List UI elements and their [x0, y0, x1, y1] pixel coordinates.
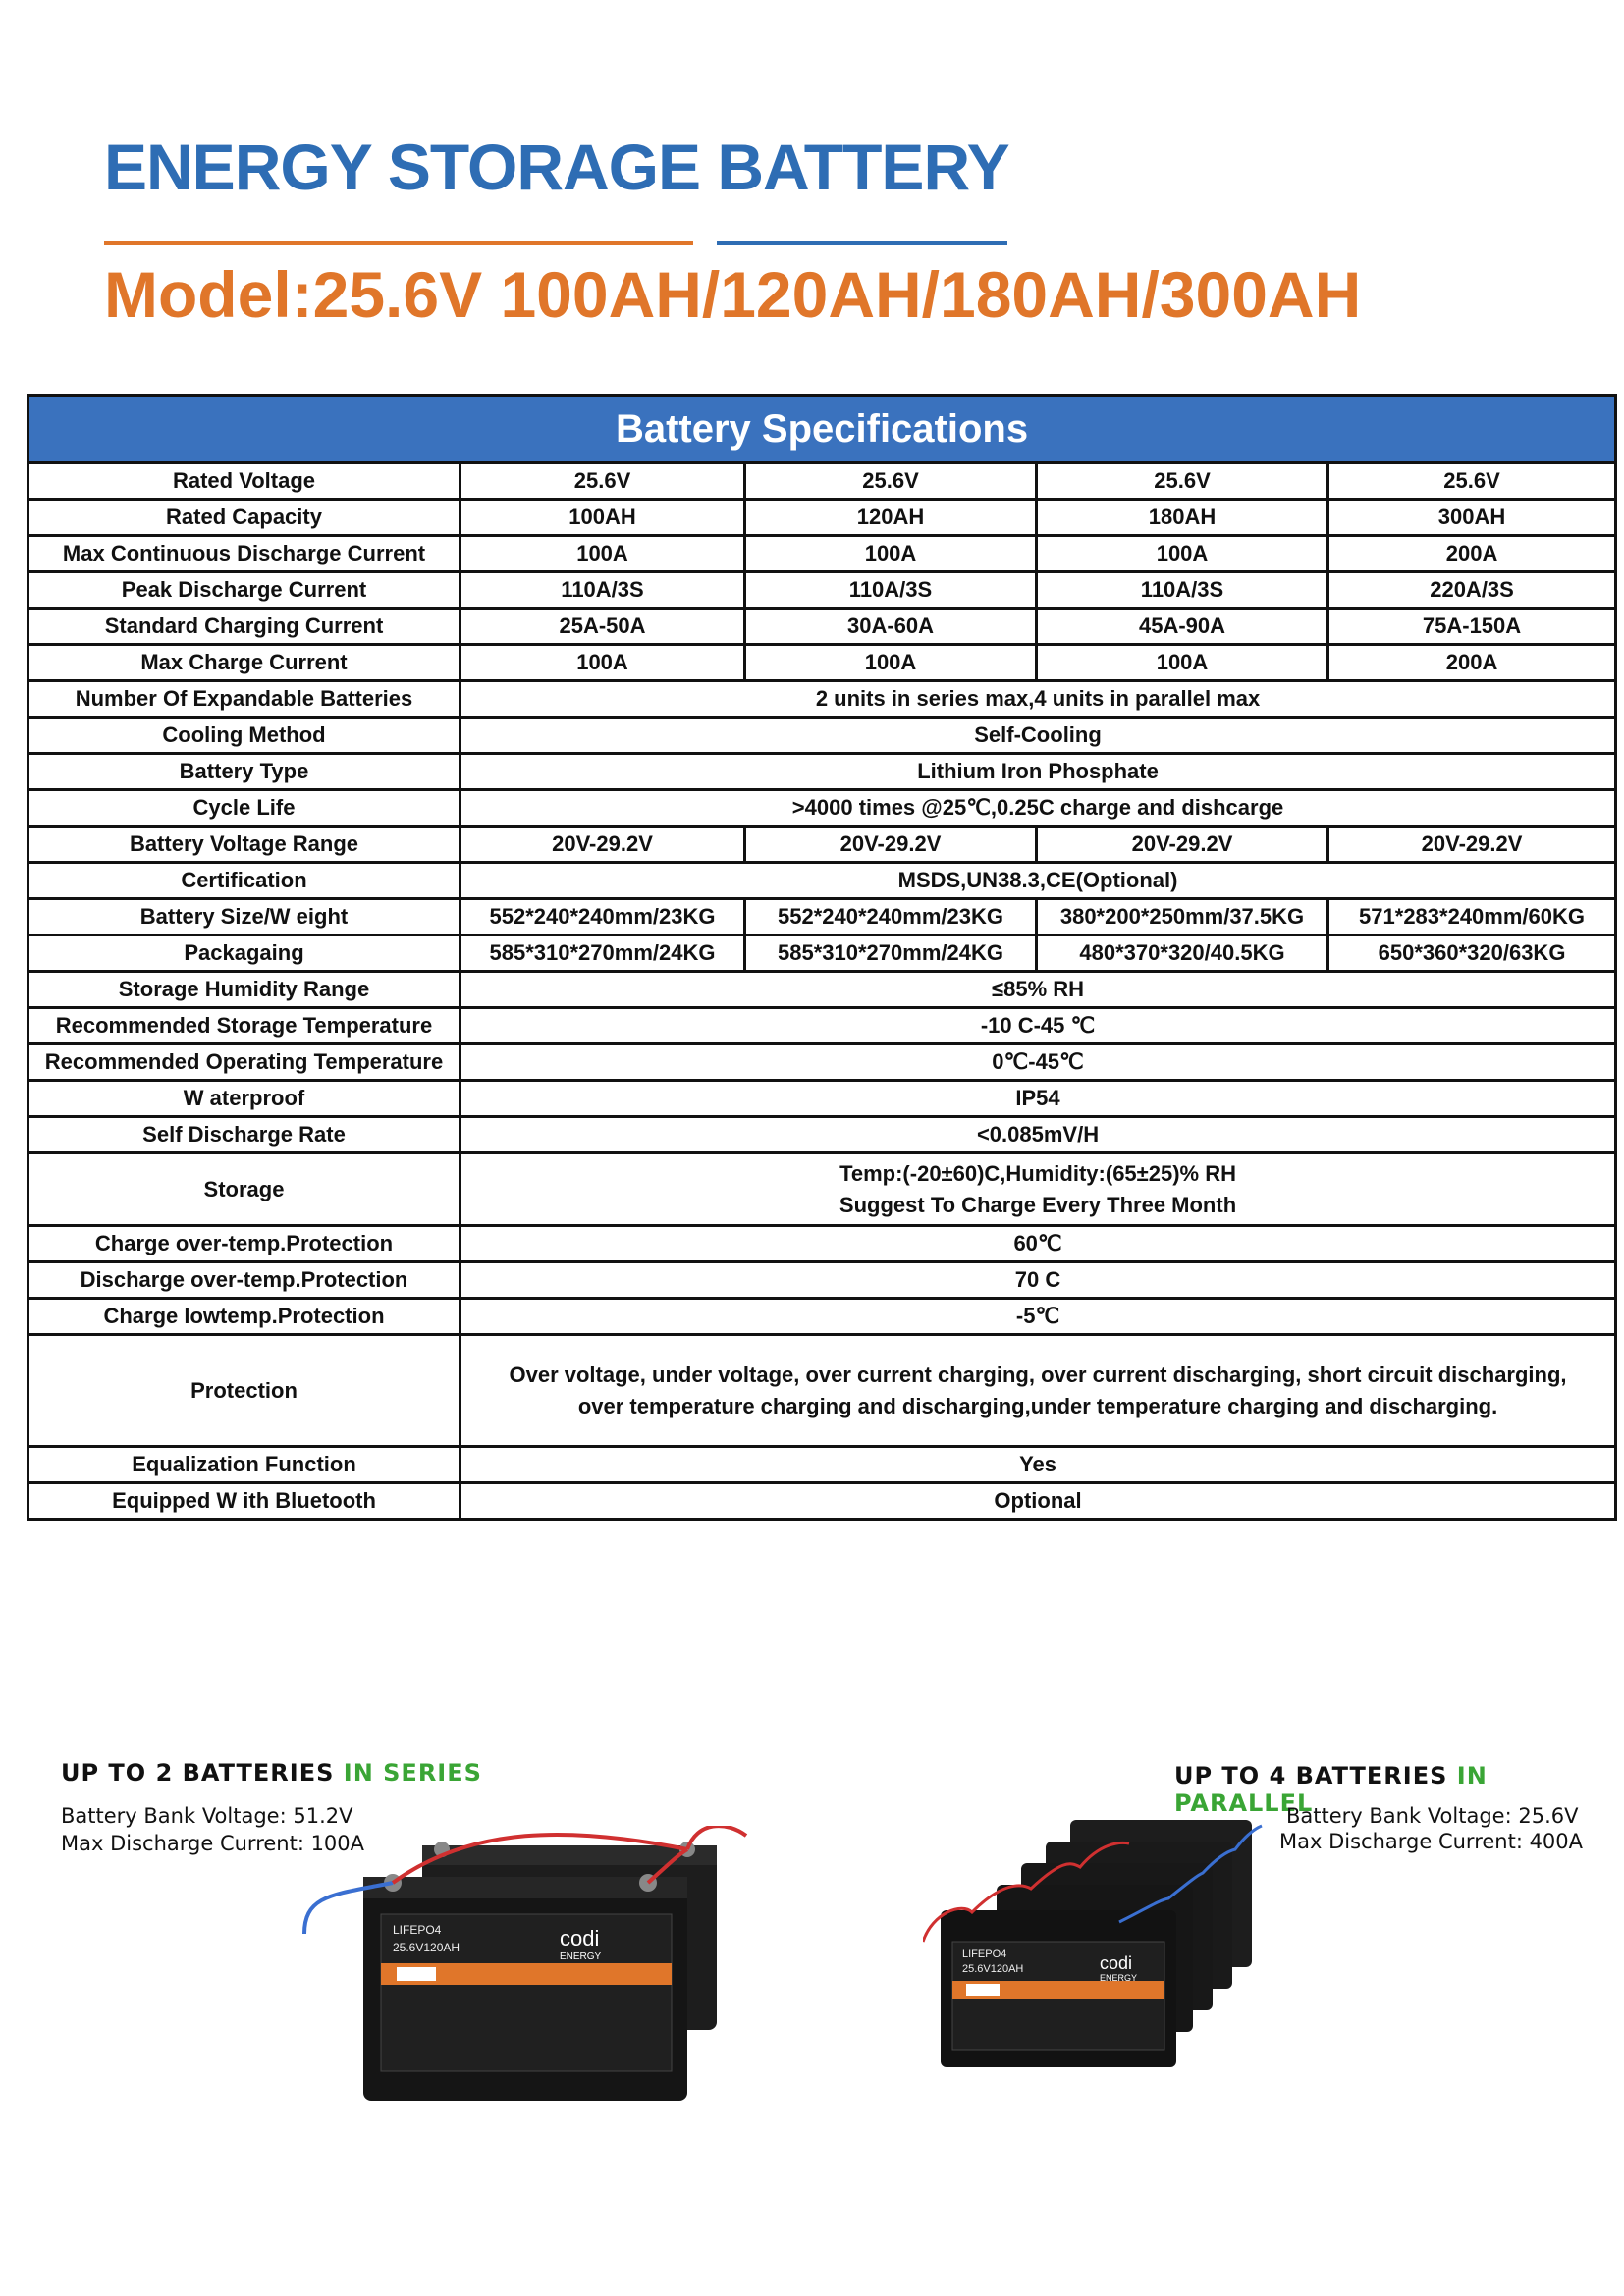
spec-value-merged: [460, 1262, 1616, 1299]
series-title-prefix: UP TO 2 BATTERIES: [61, 1759, 335, 1787]
spec-value: 220A/3S: [1328, 572, 1616, 609]
spec-row: [28, 609, 1616, 645]
spec-value: 75A-150A: [1328, 609, 1616, 645]
spec-value: 110A/3S: [1037, 572, 1328, 609]
spec-value-merged: [460, 1044, 1616, 1081]
spec-row: [28, 718, 1616, 754]
parallel-title-accent: IN PARALLEL: [1174, 1762, 1488, 1817]
spec-value-merged: [460, 1299, 1616, 1335]
spec-value-merged: [460, 863, 1616, 899]
spec-value-merged: [460, 718, 1616, 754]
spec-value: 20V-29.2V: [745, 827, 1037, 863]
spec-value-line: 60℃: [1013, 1231, 1062, 1255]
spec-table-body: [28, 463, 1616, 1520]
spec-label: Storage: [28, 1153, 460, 1226]
series-title: [61, 1759, 482, 1787]
spec-label: Rated Capacity: [28, 500, 460, 536]
spec-label: Self Discharge Rate: [28, 1117, 460, 1153]
parallel-battery-brand-sub: ENERGY: [1100, 1973, 1138, 1983]
spec-value: 200A: [1328, 645, 1616, 681]
spec-value: 25A-50A: [460, 609, 745, 645]
spec-value-merged: [460, 972, 1616, 1008]
spec-label: Recommended Storage Temperature: [28, 1008, 460, 1044]
spec-value-merged: [460, 1153, 1616, 1226]
spec-value: 100A: [1037, 645, 1328, 681]
spec-value-merged: [460, 1081, 1616, 1117]
series-battery-model: 25.6V120AH: [393, 1941, 460, 1954]
blue-divider: [717, 241, 1007, 245]
spec-value: 20V-29.2V: [1328, 827, 1616, 863]
series-battery-brand-sub: ENERGY: [560, 1951, 602, 1962]
battery-spec-table: [27, 394, 1617, 1521]
spec-value: 25.6V: [1037, 463, 1328, 500]
spec-value-line: Over voltage, under voltage, over current charging, over current discharging, short circuit discharging,: [509, 1362, 1567, 1387]
parallel-battery-brand: codi: [1100, 1953, 1133, 1973]
spec-value-line: 0℃-45℃: [992, 1049, 1084, 1074]
spec-row: [28, 899, 1616, 935]
spec-row: [28, 1153, 1616, 1226]
spec-value-line: <0.085mV/H: [976, 1122, 1100, 1147]
spec-value: 100A: [1037, 536, 1328, 572]
spec-label: Battery Type: [28, 754, 460, 790]
spec-row: [28, 681, 1616, 718]
spec-label: Charge over-temp.Protection: [28, 1226, 460, 1262]
spec-value: 552*240*240mm/23KG: [460, 899, 745, 935]
spec-label: Equalization Function: [28, 1447, 460, 1483]
spec-row: [28, 1299, 1616, 1335]
spec-label: Rated Voltage: [28, 463, 460, 500]
spec-value: 20V-29.2V: [1037, 827, 1328, 863]
spec-value: 100A: [745, 645, 1037, 681]
spec-value-line: 2 units in series max,4 units in parallel max: [815, 686, 1261, 711]
spec-value: 110A/3S: [745, 572, 1037, 609]
spec-value-merged: [460, 1335, 1616, 1447]
spec-row: [28, 1044, 1616, 1081]
spec-value-line: Lithium Iron Phosphate: [917, 759, 1159, 783]
spec-row: [28, 827, 1616, 863]
spec-value-merged: [460, 1226, 1616, 1262]
spec-row: [28, 790, 1616, 827]
spec-value: 585*310*270mm/24KG: [745, 935, 1037, 972]
parallel-batteries-illustration: [923, 1814, 1276, 2089]
spec-value-merged: [460, 754, 1616, 790]
parallel-battery-model: 25.6V120AH: [962, 1963, 1024, 1975]
spec-value: 571*283*240mm/60KG: [1328, 899, 1616, 935]
series-battery-chem: LIFEPO4: [393, 1923, 442, 1937]
spec-value-merged: [460, 1447, 1616, 1483]
spec-row: [28, 1335, 1616, 1447]
series-title-accent: IN SERIES: [343, 1759, 482, 1787]
spec-label: Standard Charging Current: [28, 609, 460, 645]
spec-value-line: Temp:(-20±60)C,Humidity:(65±25)% RH: [839, 1160, 1236, 1186]
spec-value: 180AH: [1037, 500, 1328, 536]
spec-row: [28, 1081, 1616, 1117]
spec-value: 100A: [460, 536, 745, 572]
spec-row: [28, 536, 1616, 572]
spec-value-line: Yes: [1019, 1452, 1056, 1476]
spec-value-merged: [460, 1483, 1616, 1520]
spec-value: 100AH: [460, 500, 745, 536]
spec-value-line: Optional: [994, 1488, 1082, 1513]
spec-value-line: ≤85% RH: [992, 977, 1085, 1001]
spec-row: [28, 972, 1616, 1008]
spec-label: Max Continuous Discharge Current: [28, 536, 460, 572]
spec-value: 200A: [1328, 536, 1616, 572]
spec-value-merged: [460, 681, 1616, 718]
spec-label: Certification: [28, 863, 460, 899]
series-current: Max Discharge Current: 100A: [61, 1832, 365, 1855]
spec-value-merged: [460, 1117, 1616, 1153]
spec-value: 20V-29.2V: [460, 827, 745, 863]
spec-row: [28, 645, 1616, 681]
series-battery-brand: codi: [560, 1926, 600, 1950]
spec-row: [28, 1117, 1616, 1153]
model-subtitle: Model:25.6V 100AH/120AH/180AH/300AH: [104, 258, 1362, 331]
spec-row: [28, 1483, 1616, 1520]
spec-row: [28, 1447, 1616, 1483]
spec-value: 110A/3S: [460, 572, 745, 609]
spec-label: Peak Discharge Current: [28, 572, 460, 609]
spec-table-heading: Battery Specifications: [28, 396, 1616, 463]
spec-row: [28, 572, 1616, 609]
spec-label: Number Of Expandable Batteries: [28, 681, 460, 718]
spec-label: Battery Size/W eight: [28, 899, 460, 935]
spec-label: Discharge over-temp.Protection: [28, 1262, 460, 1299]
spec-value-line: MSDS,UN38.3,CE(Optional): [897, 868, 1178, 892]
spec-value-merged: [460, 1008, 1616, 1044]
spec-label: Packagaing: [28, 935, 460, 972]
spec-value: 300AH: [1328, 500, 1616, 536]
spec-label: Recommended Operating Temperature: [28, 1044, 460, 1081]
spec-row: [28, 754, 1616, 790]
spec-row: [28, 1262, 1616, 1299]
parallel-voltage: Battery Bank Voltage: 25.6V: [1286, 1804, 1579, 1828]
spec-label: Storage Humidity Range: [28, 972, 460, 1008]
spec-label: Protection: [28, 1335, 460, 1447]
spec-label: Charge lowtemp.Protection: [28, 1299, 460, 1335]
spec-value: 45A-90A: [1037, 609, 1328, 645]
spec-row: [28, 935, 1616, 972]
parallel-battery-chem: LIFEPO4: [962, 1949, 1007, 1960]
spec-value: 480*370*320/40.5KG: [1037, 935, 1328, 972]
spec-value: 25.6V: [745, 463, 1037, 500]
spec-value-line: IP54: [1015, 1086, 1060, 1110]
page-title: ENERGY STORAGE BATTERY: [104, 131, 1009, 203]
spec-value: 380*200*250mm/37.5KG: [1037, 899, 1328, 935]
spec-value-line: -5℃: [1015, 1304, 1060, 1328]
spec-value-line: Self-Cooling: [974, 722, 1102, 747]
spec-value: 25.6V: [460, 463, 745, 500]
spec-value-line: -10 C-45 ℃: [980, 1013, 1096, 1038]
spec-row: [28, 500, 1616, 536]
spec-value: 650*360*320/63KG: [1328, 935, 1616, 972]
spec-row: [28, 463, 1616, 500]
series-voltage: Battery Bank Voltage: 51.2V: [61, 1804, 353, 1828]
spec-value: 30A-60A: [745, 609, 1037, 645]
spec-label: Equipped W ith Bluetooth: [28, 1483, 460, 1520]
spec-label: W aterproof: [28, 1081, 460, 1117]
spec-value-line: 70 C: [1014, 1267, 1061, 1292]
spec-label: Battery Voltage Range: [28, 827, 460, 863]
series-batteries-illustration: [295, 1826, 766, 2120]
spec-value-merged: [460, 790, 1616, 827]
spec-value: 100A: [460, 645, 745, 681]
spec-value: 25.6V: [1328, 463, 1616, 500]
spec-value: 585*310*270mm/24KG: [460, 935, 745, 972]
spec-row: [28, 863, 1616, 899]
spec-row: [28, 1008, 1616, 1044]
orange-divider: [104, 241, 693, 245]
spec-label: Max Charge Current: [28, 645, 460, 681]
parallel-title-prefix: UP TO 4 BATTERIES: [1174, 1762, 1448, 1789]
spec-value: 120AH: [745, 500, 1037, 536]
spec-value: 100A: [745, 536, 1037, 572]
spec-label: Cycle Life: [28, 790, 460, 827]
spec-value-line: Suggest To Charge Every Three Month: [839, 1192, 1237, 1217]
spec-value-line: >4000 times @25℃,0.25C charge and dishcarge: [791, 795, 1284, 820]
spec-value: 552*240*240mm/23KG: [745, 899, 1037, 935]
spec-value-line: over temperature charging and discharging,under temperature charging and discharging.: [577, 1393, 1498, 1418]
spec-row: [28, 1226, 1616, 1262]
parallel-current: Max Discharge Current: 400A: [1279, 1830, 1584, 1853]
spec-label: Cooling Method: [28, 718, 460, 754]
